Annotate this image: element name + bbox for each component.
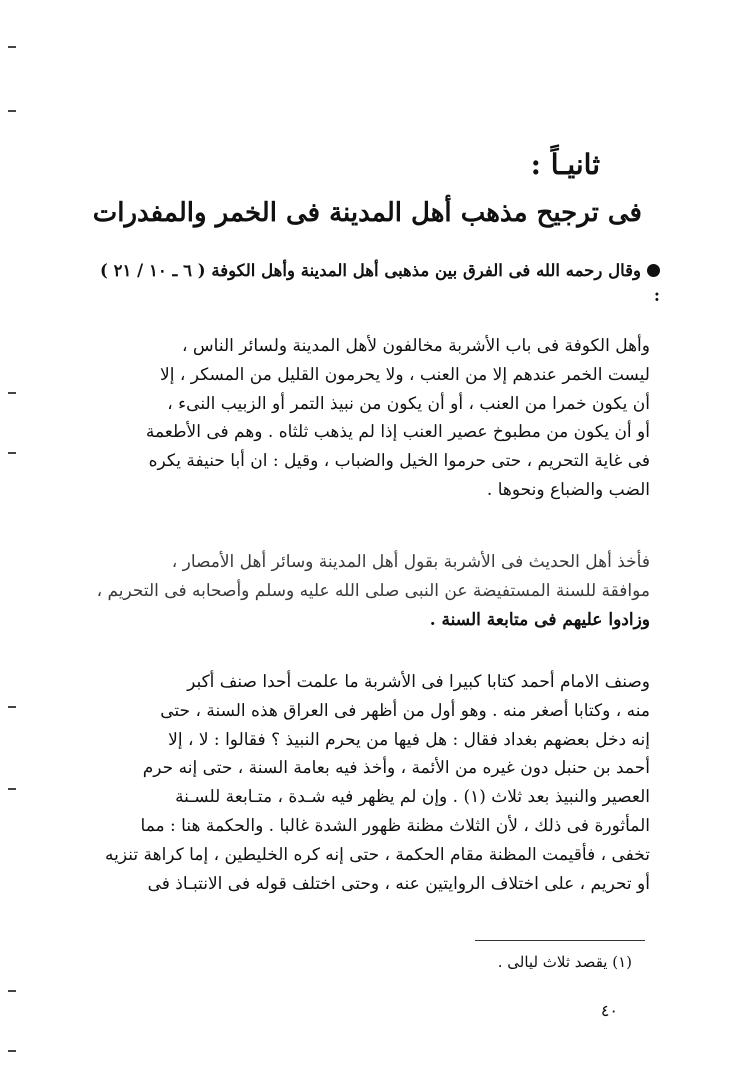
- page-number: ٤٠: [600, 1001, 618, 1020]
- text-line: ليست الخمر عندهم إلا من العنب ، ولا يحرمون القليل من المسكر ، إلا: [160, 364, 650, 385]
- footnote-divider: [475, 940, 645, 941]
- margin-mark: [8, 452, 16, 454]
- text-line: الضب والضباع ونحوها .: [486, 479, 650, 500]
- text-line: فى غاية التحريم ، حتى حرموا الخيل والضباب ، وقيل : ان أبا حنيفة يكره: [148, 451, 650, 472]
- text-line: العصير والنبيذ بعد ثلاث (١) . وإن لم يظهر فيه شـدة ، متـابعة للسـنة: [175, 787, 650, 808]
- text-line: أو تحريم ، على اختلاف الروايتين عنه ، وحتى اختلف قوله فى الانتبـاذ فى: [147, 873, 650, 894]
- text-line: وصنف الامام أحمد كتابا كبيرا فى الأشربة ما علمت أحدا صنف أكبر: [187, 672, 650, 692]
- margin-mark: [8, 1050, 16, 1052]
- text-line: منه ، وكتابا أصغر منه . وهو أول من أظهر فى العراق هذه السنة ، حتى: [160, 700, 650, 721]
- text-line: وأهل الكوفة فى باب الأشربة مخالفون لأهل المدينة ولسائر الناس ،: [182, 336, 650, 356]
- text-line: وزادوا عليهم فى متابعة السنة .: [429, 609, 650, 630]
- paragraph-kufa: [95, 332, 650, 505]
- quote-intro-text: وقال رحمه الله فى الفرق بين مذهبى أهل المدينة وأهل الكوفة ( ٦ ـ ١٠ / ٢١ ) :: [100, 261, 660, 305]
- quote-intro: [100, 258, 660, 308]
- text-line: أحمد بن حنبل دون غيره من الأئمة ، وأخذ فيه بعامة السنة ، حتى إنه حرم: [142, 758, 650, 779]
- margin-mark: [8, 990, 16, 992]
- text-line: أو أن يكون من مطبوخ عصير العنب إذا لم يذهب ثلثاه . وهم فى الأطعمة: [145, 422, 650, 443]
- footnote: (١) يقصد ثلاث ليالى .: [497, 953, 632, 971]
- text-line: موافقة للسنة المستفيضة عن النبى صلى الله عليه وسلم وأصحابه فى التحريم ،: [96, 580, 650, 601]
- section-title: فى ترجيح مذهب أهل المدينة فى الخمر والمفدرات: [92, 198, 642, 228]
- text-line: إنه دخل بعضهم بغداد فقال : هل فيها من يحرم النبيذ ؟ فقالوا : لا ، إلا: [168, 729, 650, 750]
- bullet-icon: [647, 264, 660, 277]
- margin-mark: [8, 788, 16, 790]
- margin-mark: [8, 110, 16, 112]
- margin-mark: [8, 46, 16, 48]
- paragraph-hadith: [95, 548, 650, 634]
- text-line: تخفى ، فأقيمت المظنة مقام الحكمة ، حتى إنه كره الخليطين ، إما كراهة تنزيه: [105, 844, 650, 865]
- margin-mark: [8, 706, 16, 708]
- text-line: أن يكون خمرا من العنب ، أو أن يكون من نبيذ التمر أو الزبيب النىء ،: [167, 393, 650, 414]
- text-line: المأثورة فى ذلك ، لأن الثلاث مظنة ظهور الشدة غالبا . والحكمة هنا : مما: [140, 815, 650, 836]
- margin-mark: [8, 392, 16, 394]
- section-heading: ثانيـاً :: [530, 148, 600, 181]
- paragraph-ahmad: [95, 668, 650, 898]
- text-line: فأخذ أهل الحديث فى الأشربة بقول أهل المدينة وسائر أهل الأمصار ،: [171, 552, 650, 572]
